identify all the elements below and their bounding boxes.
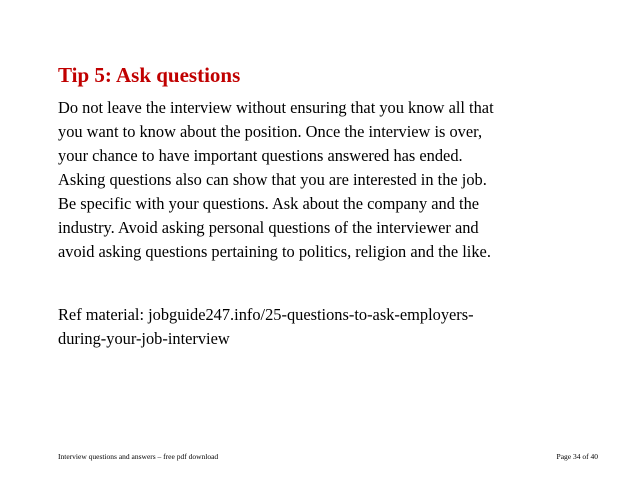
body-line: industry. Avoid asking personal questions of the interviewer and: [58, 218, 479, 237]
body-line: you want to know about the position. Once the interview is over,: [58, 122, 483, 141]
slide-title: Tip 5: Ask questions: [58, 63, 241, 87]
reference-line: during-your-job-interview: [58, 329, 230, 348]
body-paragraph: [58, 96, 598, 264]
body-line: Do not leave the interview without ensuring that you know all that: [58, 98, 494, 117]
reference-paragraph: [58, 303, 598, 351]
body-line: Be specific with your questions. Ask about the company and the: [58, 194, 480, 213]
page-footer: [58, 450, 598, 464]
body-line: Asking questions also can show that you are interested in the job.: [58, 170, 487, 189]
body-line: avoid asking questions pertaining to politics, religion and the like.: [58, 242, 491, 261]
footer-source: Interview questions and answers – free pdf download: [58, 452, 219, 461]
page-number: Page 34 of 40: [556, 452, 598, 461]
reference-line: Ref material: jobguide247.info/25-questions-to-ask-employers-: [58, 305, 474, 324]
body-line: your chance to have important questions answered has ended.: [58, 146, 463, 165]
